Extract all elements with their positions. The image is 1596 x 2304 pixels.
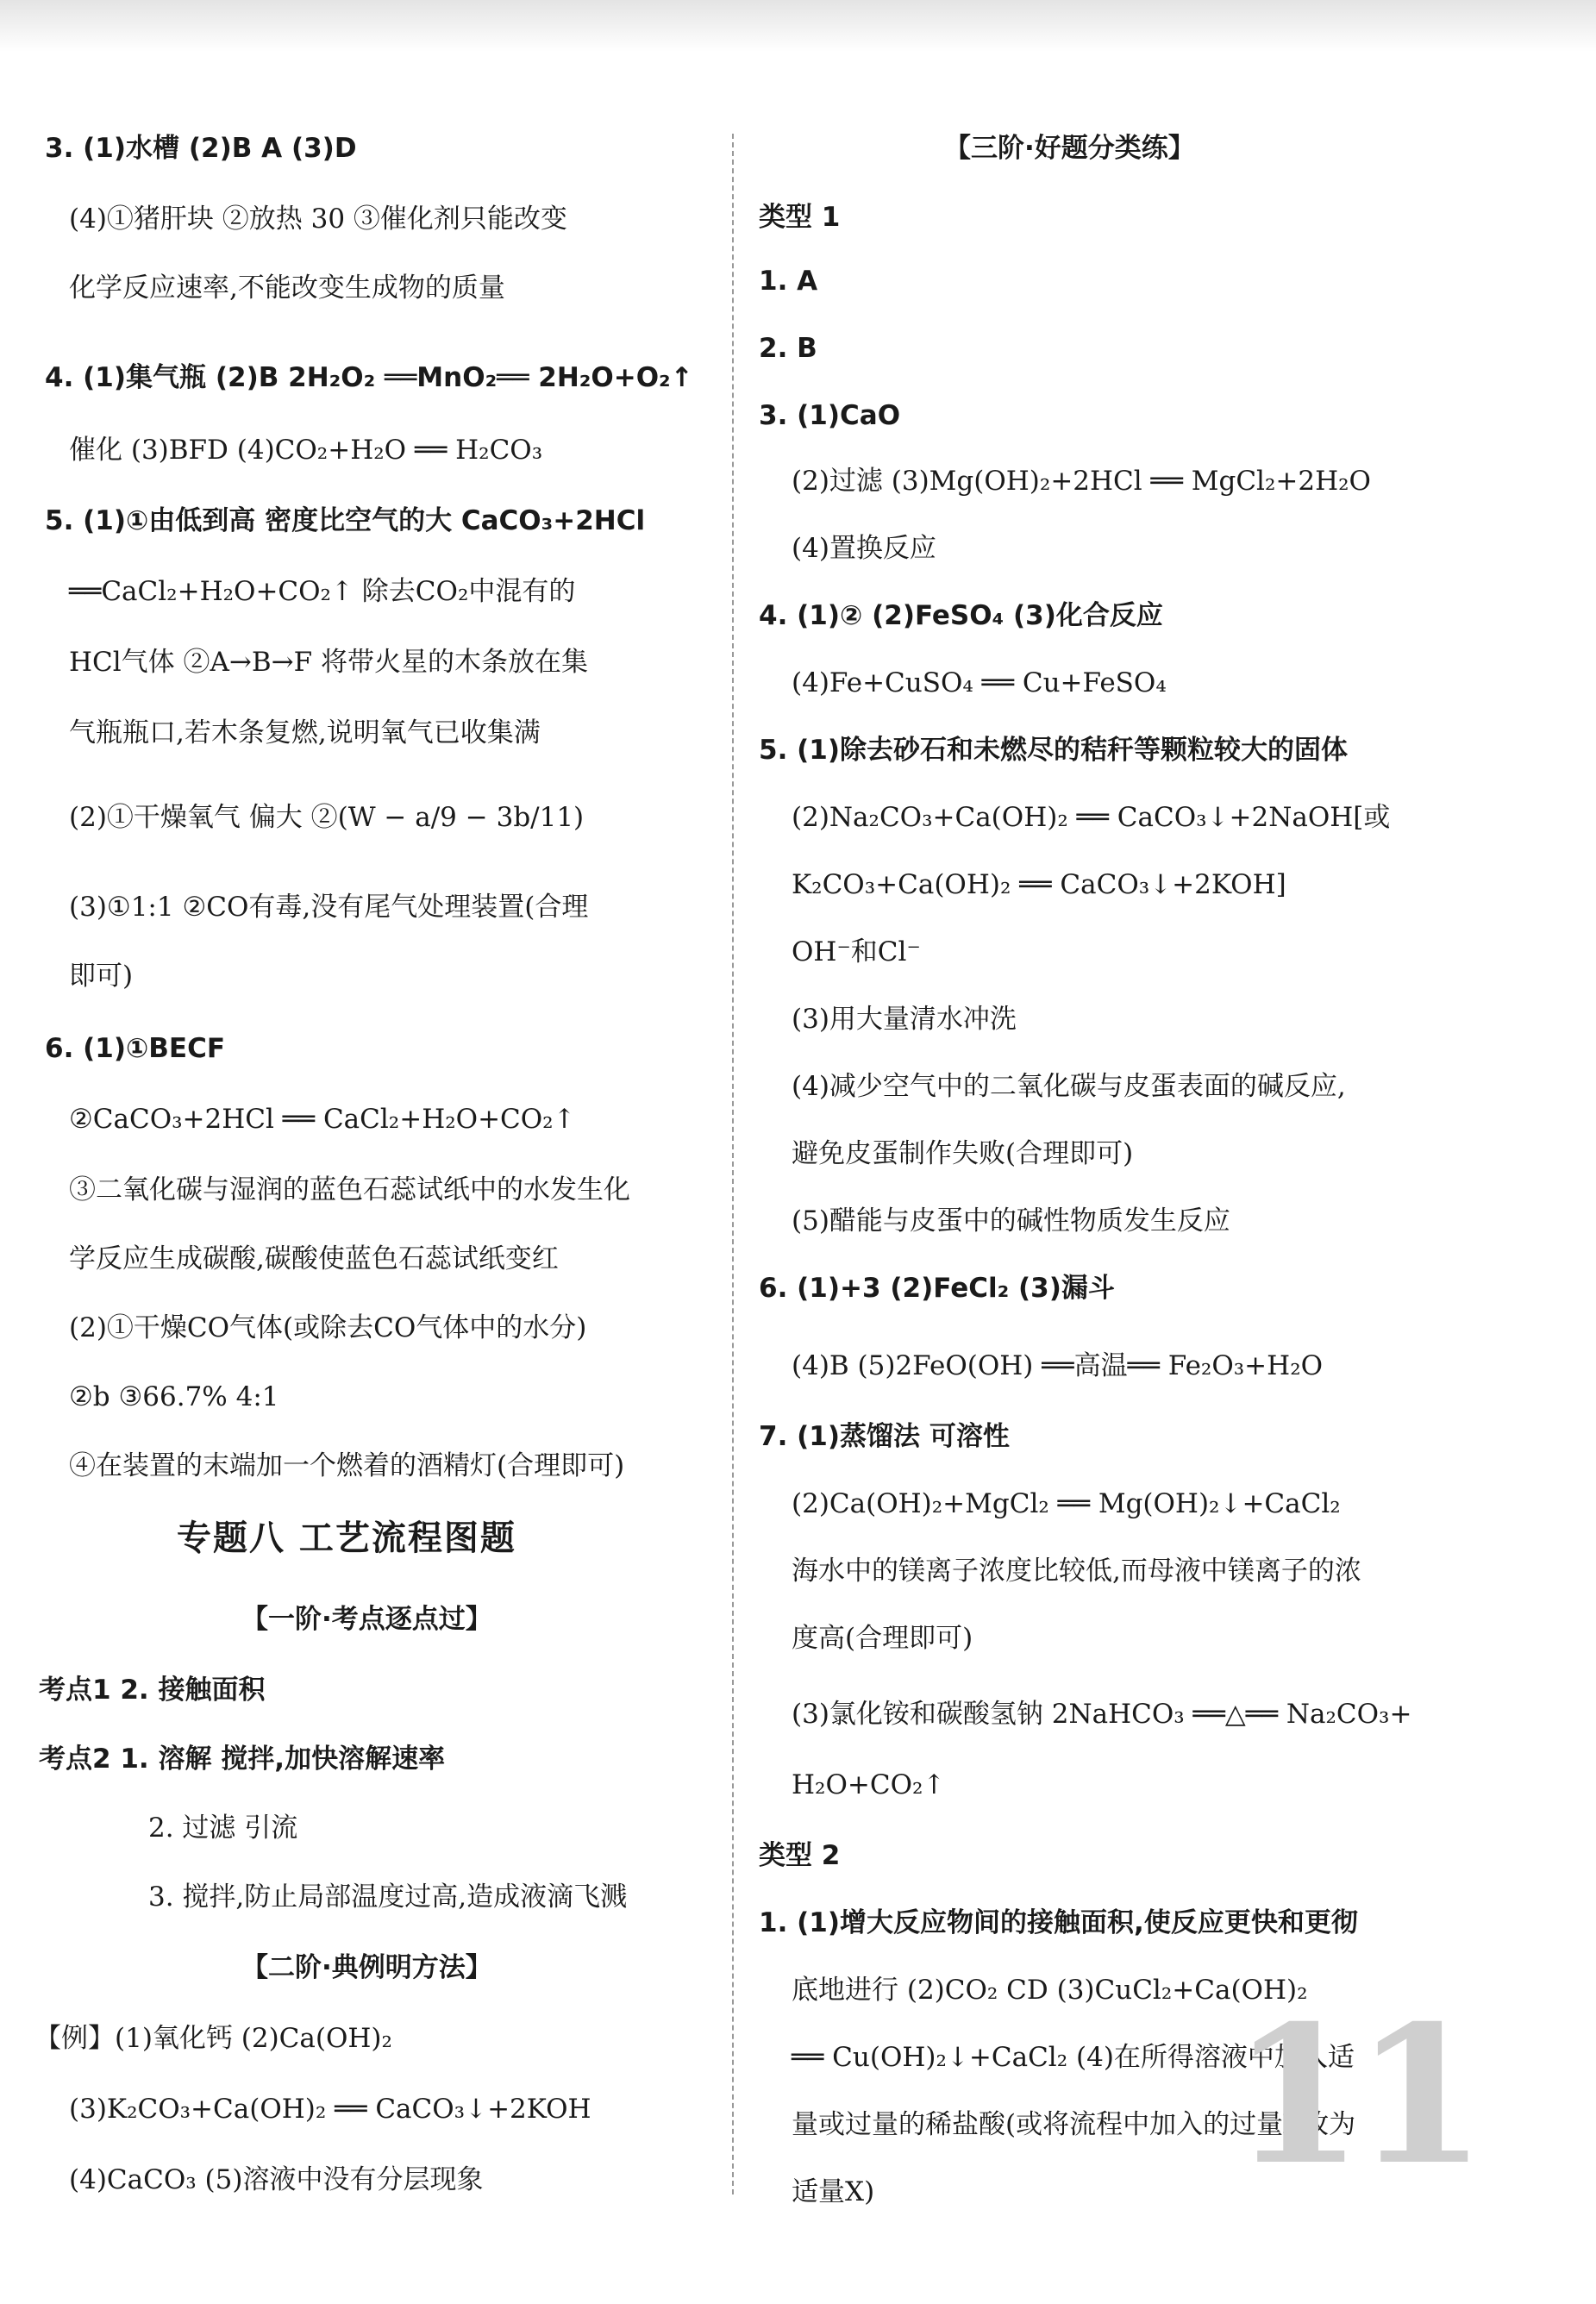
left-line-24: 3. 搅拌,防止局部温度过高,造成液滴飞溅 <box>148 1881 628 1913</box>
left-line-12: 6. (1)①BECF <box>45 1033 226 1064</box>
left-line-20: 【一阶·考点逐点过】 <box>241 1604 492 1635</box>
right-line-22: 度高(合理即可) <box>792 1623 973 1654</box>
left-line-22: 考点2 1. 溶解 搅拌,加快溶解速率 <box>39 1744 446 1775</box>
right-line-23: (3)氯化铵和碳酸氢钠 2NaHCO₃ ══△══ Na₂CO₃+ <box>792 1699 1412 1730</box>
right-line-21: 海水中的镁离子浓度比较低,而母液中镁离子的浓 <box>792 1556 1361 1587</box>
left-line-18: ④在装置的末端加一个燃着的酒精灯(合理即可) <box>69 1450 625 1481</box>
right-line-25: 类型 2 <box>759 1840 841 1871</box>
left-line-17: ②b ③66.7% 4:1 <box>69 1381 279 1412</box>
left-line-3: 4. (1)集气瓶 (2)B 2H₂O₂ ══MnO₂══ 2H₂O+O₂↑ <box>45 362 693 393</box>
right-line-1: 类型 1 <box>759 202 841 233</box>
left-line-1: (4)①猪肝块 ②放热 30 ③催化剂只能改变 <box>69 203 567 235</box>
right-line-12: OH⁻和Cl⁻ <box>792 936 921 967</box>
right-line-3: 2. B <box>759 333 817 364</box>
right-line-15: 避免皮蛋制作失败(合理即可) <box>792 1138 1134 1169</box>
right-line-5: (2)过滤 (3)Mg(OH)₂+2HCl ══ MgCl₂+2H₂O <box>792 466 1371 497</box>
right-line-20: (2)Ca(OH)₂+MgCl₂ ══ Mg(OH)₂↓+CaCl₂ <box>792 1488 1341 1519</box>
right-line-8: (4)Fe+CuSO₄ ══ Cu+FeSO₄ <box>792 667 1167 698</box>
left-line-13: ②CaCO₃+2HCl ══ CaCl₂+H₂O+CO₂↑ <box>69 1104 576 1135</box>
right-line-27: 底地进行 (2)CO₂ CD (3)CuCl₂+Ca(OH)₂ <box>792 1975 1308 2006</box>
right-line-11: K₂CO₃+Ca(OH)₂ ══ CaCO₃↓+2KOH] <box>792 869 1286 900</box>
left-line-14: ③二氧化碳与湿润的蓝色石蕊试纸中的水发生化 <box>69 1174 630 1205</box>
left-line-5: 5. (1)①由低到高 密度比空气的大 CaCO₃+2HCl <box>45 505 646 536</box>
left-line-9: (2)①干燥氧气 偏大 ②(W − a/9 − 3b/11) <box>69 802 585 833</box>
right-line-19: 7. (1)蒸馏法 可溶性 <box>759 1421 1010 1452</box>
right-line-6: (4)置换反应 <box>792 533 936 564</box>
left-line-7: HCl气体 ②A→B→F 将带火星的木条放在集 <box>69 647 589 678</box>
left-line-16: (2)①干燥CO气体(或除去CO气体中的水分) <box>69 1312 587 1343</box>
left-line-10: (3)①1:1 ②CO有毒,没有尾气处理装置(合理 <box>69 892 589 923</box>
left-line-27: (3)K₂CO₃+Ca(OH)₂ ══ CaCO₃↓+2KOH <box>69 2094 591 2125</box>
right-line-10: (2)Na₂CO₃+Ca(OH)₂ ══ CaCO₃↓+2NaOH[或 <box>792 802 1391 833</box>
right-line-28: ══ Cu(OH)₂↓+CaCl₂ (4)在所得溶液中加入适 <box>792 2042 1355 2073</box>
right-line-0: 【三阶·好题分类练】 <box>944 133 1195 164</box>
left-line-23: 2. 过滤 引流 <box>148 1813 298 1844</box>
left-line-2: 化学反应速率,不能改变生成物的质量 <box>69 272 505 304</box>
left-line-26: 【例】(1)氧化钙 (2)Ca(OH)₂ <box>34 2023 392 2054</box>
left-line-19: 专题八 工艺流程图题 <box>177 1518 516 1558</box>
right-line-24: H₂O+CO₂↑ <box>792 1769 946 1800</box>
right-line-18: (4)B (5)2FeO(OH) ══高温══ Fe₂O₃+H₂O <box>792 1350 1324 1381</box>
left-line-0: 3. (1)水槽 (2)B A (3)D <box>45 133 357 164</box>
left-line-11: 即可) <box>69 961 134 992</box>
left-line-8: 气瓶瓶口,若木条复燃,说明氧气已收集满 <box>69 717 541 748</box>
left-line-4: 催化 (3)BFD (4)CO₂+H₂O ══ H₂CO₃ <box>69 435 543 466</box>
right-line-2: 1. A <box>759 266 818 297</box>
right-line-16: (5)醋能与皮蛋中的碱性物质发生反应 <box>792 1205 1230 1237</box>
right-line-13: (3)用大量清水冲洗 <box>792 1004 1017 1035</box>
left-line-28: (4)CaCO₃ (5)溶液中没有分层现象 <box>69 2164 484 2195</box>
right-line-26: 1. (1)增大反应物间的接触面积,使反应更快和更彻 <box>759 1907 1358 1938</box>
top-scan-band <box>0 0 1596 52</box>
right-line-29: 量或过量的稀盐酸(或将流程中加入的过量X改为 <box>792 2109 1356 2140</box>
left-line-15: 学反应生成碳酸,碳酸使蓝色石蕊试纸变红 <box>69 1243 559 1274</box>
right-line-17: 6. (1)+3 (2)FeCl₂ (3)漏斗 <box>759 1273 1115 1304</box>
right-line-14: (4)减少空气中的二氧化碳与皮蛋表面的碱反应, <box>792 1071 1346 1102</box>
left-line-6: ══CaCl₂+H₂O+CO₂↑ 除去CO₂中混有的 <box>69 576 576 607</box>
left-line-21: 考点1 2. 接触面积 <box>39 1675 266 1706</box>
page-number: 11 <box>1231 1983 1479 2207</box>
right-line-30: 适量X) <box>792 2176 875 2207</box>
right-line-9: 5. (1)除去砂石和未燃尽的秸秆等颗粒较大的固体 <box>759 735 1349 766</box>
column-divider <box>732 134 734 2194</box>
right-line-7: 4. (1)② (2)FeSO₄ (3)化合反应 <box>759 600 1163 631</box>
right-line-4: 3. (1)CaO <box>759 400 901 431</box>
left-line-25: 【二阶·典例明方法】 <box>241 1952 492 1983</box>
